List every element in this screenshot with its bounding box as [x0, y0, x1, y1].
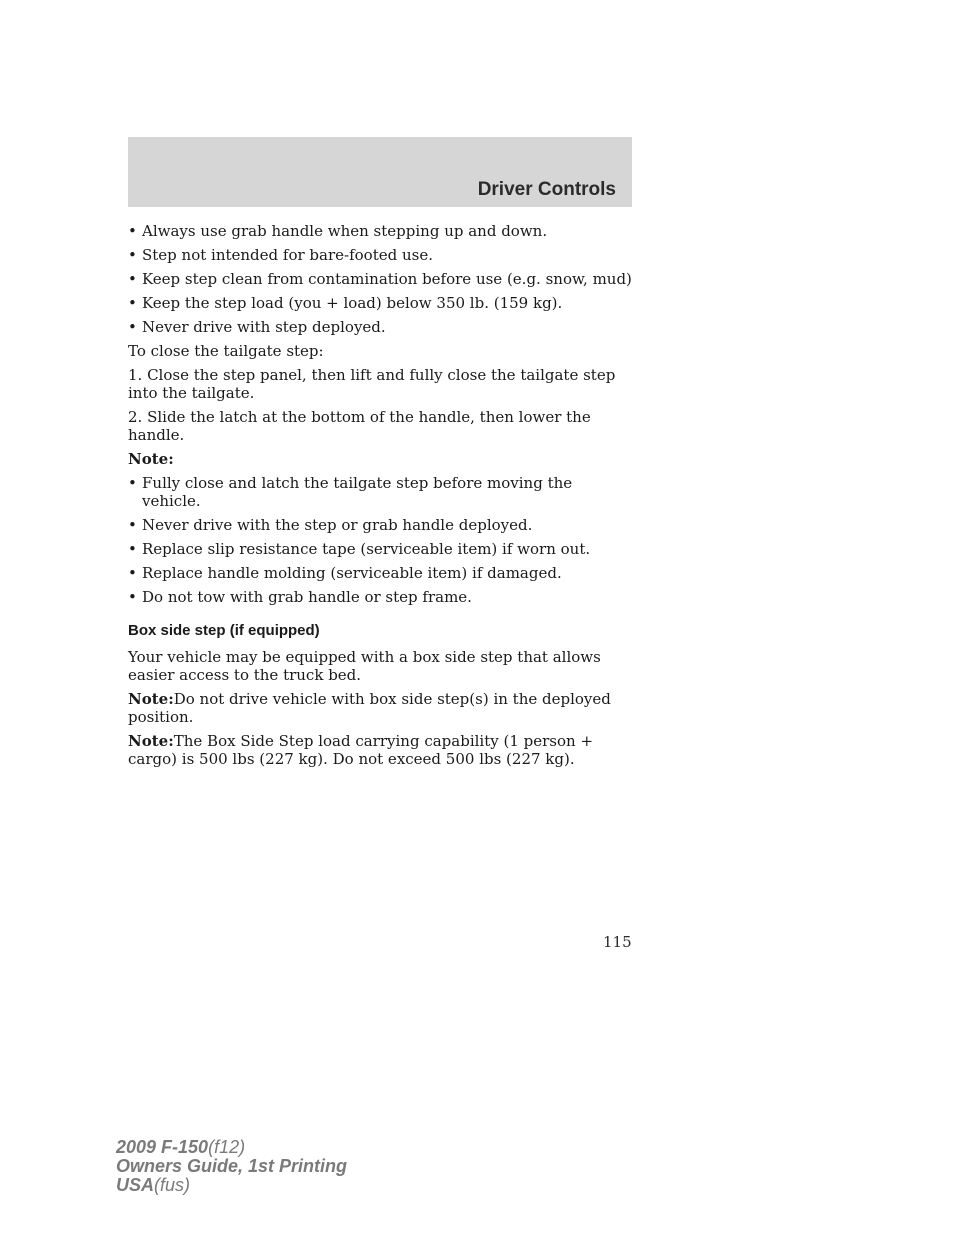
footer-line-3: [116, 1176, 347, 1195]
list-item: [128, 474, 632, 510]
list-item: [128, 540, 632, 558]
list-item: [128, 294, 632, 312]
bullet-icon: •: [128, 540, 137, 558]
bullet-icon: •: [128, 564, 137, 582]
list-item-text: Step not intended for bare-footed use.: [142, 246, 433, 264]
bullet-icon: •: [128, 318, 137, 336]
list-item-text: Always use grab handle when stepping up and down.: [142, 222, 548, 240]
document-footer: [116, 1138, 347, 1195]
section-header-band: [128, 137, 632, 207]
list-item-text: Do not tow with grab handle or step frame.: [142, 588, 472, 606]
bullet-icon: •: [128, 270, 137, 288]
close-intro-paragraph: To close the tailgate step:: [128, 342, 324, 360]
list-item-text: Replace handle molding (serviceable item) if damaged.: [142, 564, 562, 582]
note-text: Do not drive vehicle with box side step(s) in the deployed position.: [128, 690, 611, 726]
footer-region: USA: [116, 1175, 155, 1195]
list-item-text: Never drive with the step or grab handle deployed.: [142, 516, 533, 534]
list-item: [128, 246, 632, 264]
list-item: [128, 222, 632, 240]
list-item-text: Keep the step load (you + load) below 350 lb. (159 kg).: [142, 294, 563, 312]
list-item: [128, 270, 632, 288]
footer-region-code: (fus): [154, 1175, 191, 1195]
page-content: [128, 222, 632, 774]
list-item-text: Replace slip resistance tape (serviceable item) if worn out.: [142, 540, 591, 558]
footer-model: 2009 F-150: [116, 1137, 209, 1157]
note-paragraph-1: [128, 690, 632, 726]
bullet-icon: •: [128, 294, 137, 312]
box-step-intro-paragraph: Your vehicle may be equipped with a box side step that allows easier access to the truck bed.: [128, 648, 601, 684]
section-title: Driver Controls: [477, 179, 616, 200]
list-item: [128, 564, 632, 582]
bullet-icon: •: [128, 588, 137, 606]
note-label: Note:: [128, 732, 174, 750]
note-label: Note:: [128, 690, 174, 708]
section-heading: Box side step (if equipped): [128, 622, 320, 639]
list-item-text: Never drive with step deployed.: [142, 318, 386, 336]
step-2-paragraph: 2. Slide the latch at the bottom of the handle, then lower the handle.: [128, 408, 591, 444]
page-number: 115: [603, 933, 632, 951]
bullet-icon: •: [128, 222, 137, 240]
note-text: The Box Side Step load carrying capability (1 person + cargo) is 500 lbs (227 kg). Do not exceed 500 lbs (227 kg).: [128, 732, 594, 768]
step-1-paragraph: 1. Close the step panel, then lift and fully close the tailgate step into the tailgate.: [128, 366, 616, 402]
note-paragraph-2: [128, 732, 632, 768]
list-item-text: Keep step clean from contamination before use (e.g. snow, mud): [142, 270, 632, 288]
list-item-text: Fully close and latch the tailgate step before moving the vehicle.: [142, 474, 573, 510]
bullet-icon: •: [128, 474, 137, 492]
footer-line-2: Owners Guide, 1st Printing: [116, 1156, 348, 1176]
bullet-icon: •: [128, 516, 137, 534]
list-item: [128, 516, 632, 534]
bullet-icon: •: [128, 246, 137, 264]
list-item: [128, 588, 632, 606]
footer-model-code: (f12): [208, 1137, 246, 1157]
footer-line-1: [116, 1138, 347, 1157]
list-item: [128, 318, 632, 336]
note-label: Note:: [128, 450, 174, 468]
